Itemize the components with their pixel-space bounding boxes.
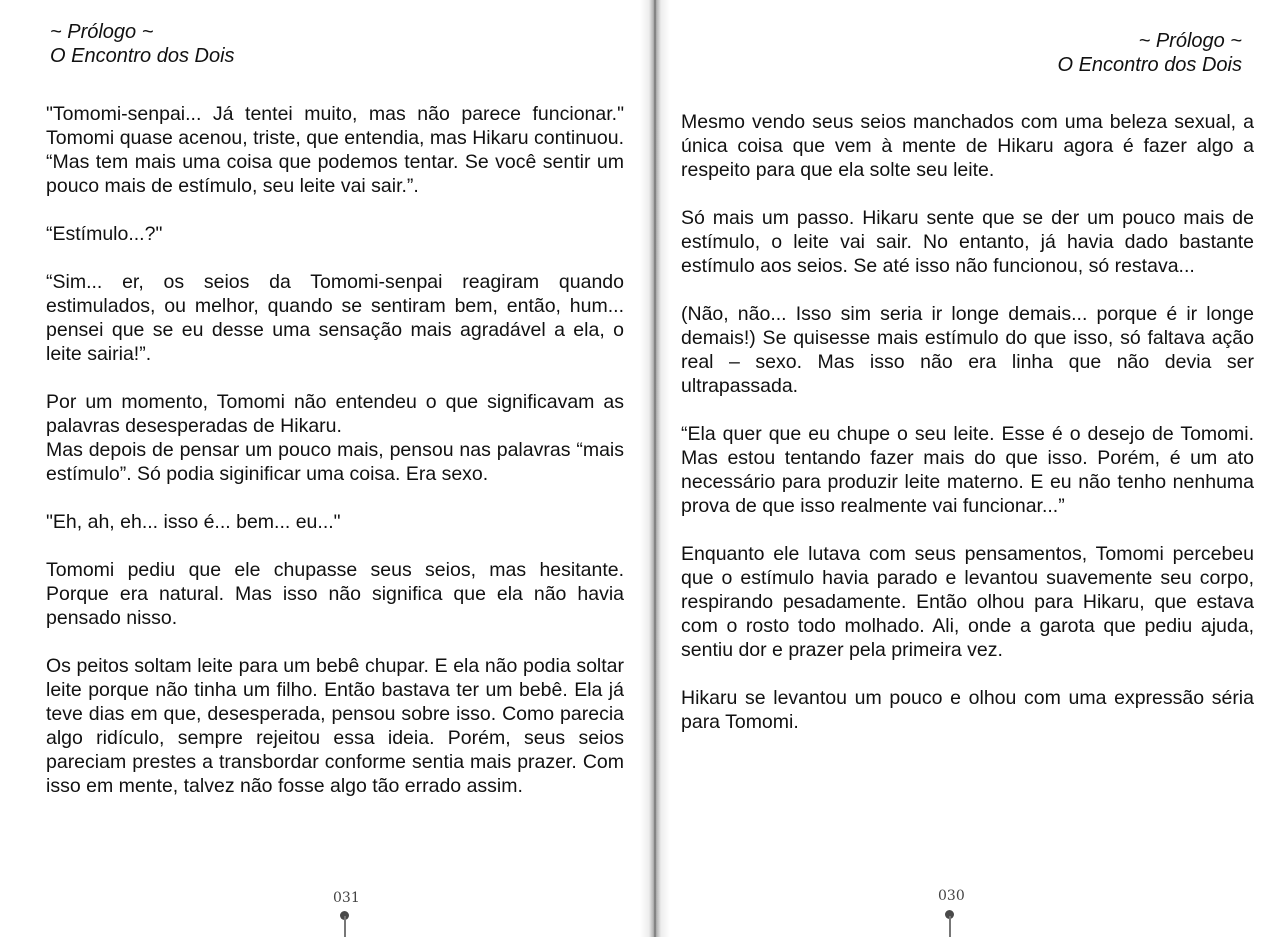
right-page (660, 0, 1280, 937)
left-page-header (50, 20, 235, 68)
chapter-title: O Encontro dos Dois (1057, 54, 1242, 76)
chapter-title: O Encontro dos Dois (50, 45, 235, 67)
paragraph: “Sim... er, os seios da Tomomi-senpai reagiram quando estimulados, ou melhor, quando se sentiram bem, então, hum... pensei que se eu desse uma sensação mais agradável a ela, o leite sairia!”. (46, 271, 624, 365)
right-page-body (681, 110, 1254, 734)
paragraph: "Tomomi-senpai... Já tentei muito, mas não parece funcionar." Tomomi quase acenou, triste, que entendia, mas Hikaru continuou. “Mas tem mais uma coisa que podemos tentar. Se você sentir um pouco mais de estímulo, seu leite vai sair.”. (46, 103, 624, 197)
page-marker-line (344, 916, 346, 937)
paragraph: “Estímulo...?" (46, 223, 163, 245)
paragraph: Mas depois de pensar um pouco mais, pensou nas palavras “mais estímulo”. Só podia siginificar uma coisa. Era sexo. (46, 439, 624, 485)
paragraph: Por um momento, Tomomi não entendeu o que significavam as palavras desesperadas de Hikaru. (46, 391, 624, 437)
chapter-label: ~ Prólogo ~ (1138, 30, 1242, 52)
paragraph: "Eh, ah, eh... isso é... bem... eu..." (46, 511, 341, 533)
page-number: 030 (938, 888, 965, 904)
page-number: 031 (333, 890, 360, 906)
paragraph: Hikaru se levantou um pouco e olhou com uma expressão séria para Tomomi. (681, 687, 1254, 733)
paragraph: Tomomi pediu que ele chupasse seus seios, mas hesitante. Porque era natural. Mas isso não significa que ela não havia pensado nisso. (46, 559, 624, 629)
page-marker-line (949, 916, 951, 937)
paragraph: Só mais um passo. Hikaru sente que se der um pouco mais de estímulo, o leite vai sair. No entanto, já havia dado bastante estímulo aos seios. Se até isso não funcionou, só restava... (681, 207, 1254, 277)
chapter-label: ~ Prólogo ~ (50, 21, 154, 43)
book-gutter-shadow (640, 0, 670, 937)
paragraph: (Não, não... Isso sim seria ir longe demais... porque é ir longe demais!) Se quisesse mais estímulo do que isso, só faltava ação real – sexo. Mas isso não era linha que não devia ser ultrapassada. (681, 303, 1254, 397)
paragraph: “Ela quer que eu chupe o seu leite. Esse é o desejo de Tomomi. Mas estou tentando fazer mais do que isso. Porém, é um ato necessário para produzir leite materno. E eu não tenho nenhuma prova de que isso realmente vai funcionar...” (681, 423, 1254, 517)
right-page-header (1057, 29, 1242, 77)
paragraph: Os peitos soltam leite para um bebê chupar. E ela não podia soltar leite porque não tinha um filho. Então bastava ter um bebê. Ela já teve dias em que, desesperada, pensou sobre isso. Como parecia algo ridículo, sempre rejeitou essa ideia. Porém, seus seios pareciam prestes a transbordar conforme sentia mais prazer. Com isso em mente, talvez não fosse algo tão errado assim. (46, 655, 624, 797)
paragraph: Enquanto ele lutava com seus pensamentos, Tomomi percebeu que o estímulo havia parado e levantou suavemente seu corpo, respirando pesadamente. Então olhou para Hikaru, que estava com o rosto todo molhado. Ali, onde a garota que pediu ajuda, sentiu dor e prazer pela primeira vez. (681, 543, 1254, 661)
paragraph: Mesmo vendo seus seios manchados com uma beleza sexual, a única coisa que vem à mente de Hikaru agora é fazer algo a respeito para que ela solte seu leite. (681, 111, 1254, 181)
left-page-body (46, 102, 624, 798)
